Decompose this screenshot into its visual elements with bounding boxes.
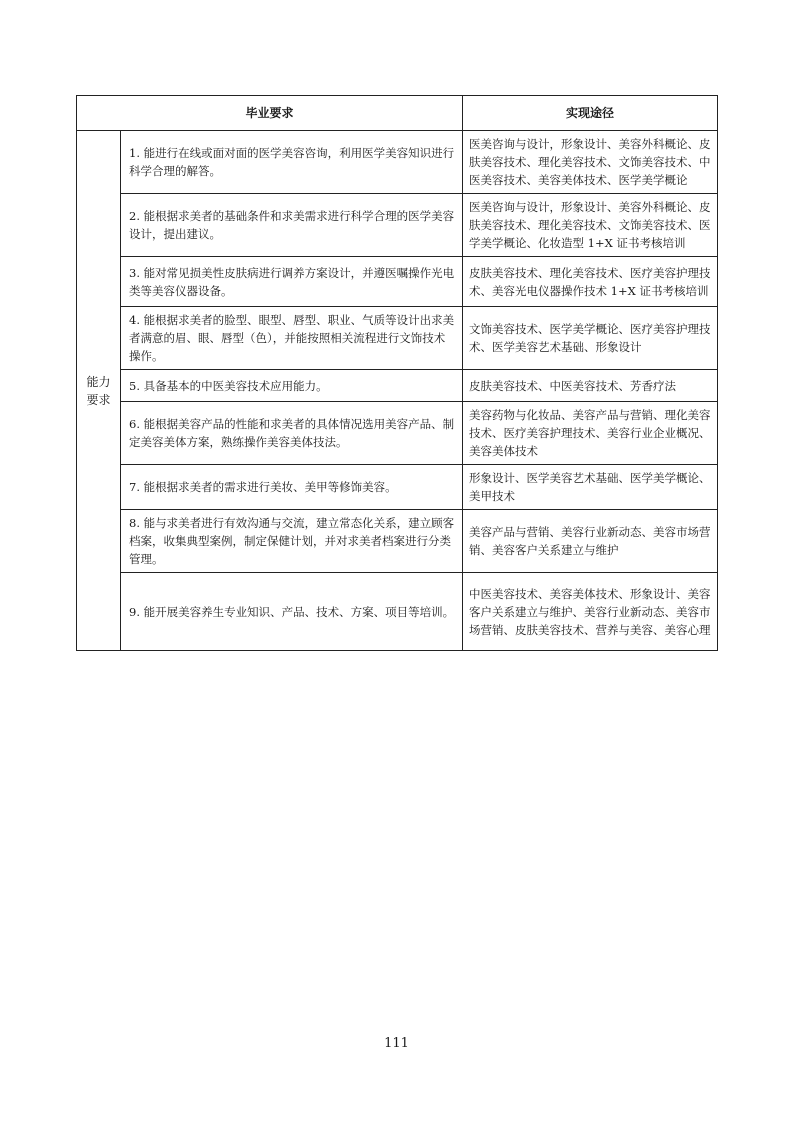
path-cell: 皮肤美容技术、中医美容技术、芳香疗法 <box>463 370 718 402</box>
path-cell: 形象设计、医学美容艺术基础、医学美学概论、美甲技术 <box>463 465 718 510</box>
table-header-row <box>77 96 718 131</box>
requirement-cell: 9. 能开展美容养生专业知识、产品、技术、方案、项目等培训。 <box>121 573 463 651</box>
requirement-cell: 3. 能对常见损美性皮肤病进行调养方案设计，并遵医嘱操作光电类等美容仪器设备。 <box>121 257 463 307</box>
table-row <box>77 573 718 651</box>
table-row <box>77 465 718 510</box>
path-cell: 美容药物与化妆品、美容产品与营销、理化美容技术、医疗美容护理技术、美容行业企业概况、美容美体技术 <box>463 402 718 465</box>
header-path: 实现途径 <box>463 96 718 131</box>
path-cell: 皮肤美容技术、理化美容技术、医疗美容护理技术、美容光电仪器操作技术 1+X 证书考核培训 <box>463 257 718 307</box>
table-row <box>77 510 718 573</box>
category-cell <box>77 131 121 651</box>
requirement-cell: 7. 能根据求美者的需求进行美妆、美甲等修饰美容。 <box>121 465 463 510</box>
table-row <box>77 194 718 257</box>
table-row <box>77 131 718 194</box>
table-row <box>77 257 718 307</box>
table-row <box>77 370 718 402</box>
requirement-cell: 4. 能根据求美者的脸型、眼型、唇型、职业、气质等设计出求美者满意的眉、眼、唇型（色），并能按照相关流程进行文饰技术操作。 <box>121 307 463 370</box>
page-number: 111 <box>384 1036 409 1051</box>
path-cell: 医美咨询与设计，形象设计、美容外科概论、皮肤美容技术、理化美容技术、文饰美容技术、中医美容技术、美容美体技术、医学美学概论 <box>463 131 718 194</box>
requirement-cell: 5. 具备基本的中医美容技术应用能力。 <box>121 370 463 402</box>
path-cell: 医美咨询与设计，形象设计、美容外科概论、皮肤美容技术、理化美容技术、文饰美容技术、医学美学概论、化妆造型 1+X 证书考核培训 <box>463 194 718 257</box>
path-cell: 美容产品与营销、美容行业新动态、美容市场营销、美容客户关系建立与维护 <box>463 510 718 573</box>
table-row <box>77 402 718 465</box>
category-label-line: 要求 <box>86 392 111 407</box>
requirement-cell: 1. 能进行在线或面对面的医学美容咨询，利用医学美容知识进行科学合理的解答。 <box>121 131 463 194</box>
requirement-cell: 6. 能根据美容产品的性能和求美者的具体情况选用美容产品、制定美容美体方案，熟练操作美容美体技法。 <box>121 402 463 465</box>
path-cell: 中医美容技术、美容美体技术、形象设计、美容客户关系建立与维护、美容行业新动态、美容市场营销、皮肤美容技术、营养与美容、美容心理 <box>463 573 718 651</box>
category-label-line: 能力 <box>86 374 111 389</box>
table-row <box>77 307 718 370</box>
requirement-cell: 2. 能根据求美者的基础条件和求美需求进行科学合理的医学美容设计，提出建议。 <box>121 194 463 257</box>
requirement-cell: 8. 能与求美者进行有效沟通与交流，建立常态化关系，建立顾客档案，收集典型案例，制定保健计划，并对求美者档案进行分类管理。 <box>121 510 463 573</box>
requirements-table <box>76 95 718 651</box>
table-body <box>77 131 718 651</box>
path-cell: 文饰美容技术、医学美学概论、医疗美容护理技术、医学美容艺术基础、形象设计 <box>463 307 718 370</box>
header-requirement: 毕业要求 <box>77 96 463 131</box>
